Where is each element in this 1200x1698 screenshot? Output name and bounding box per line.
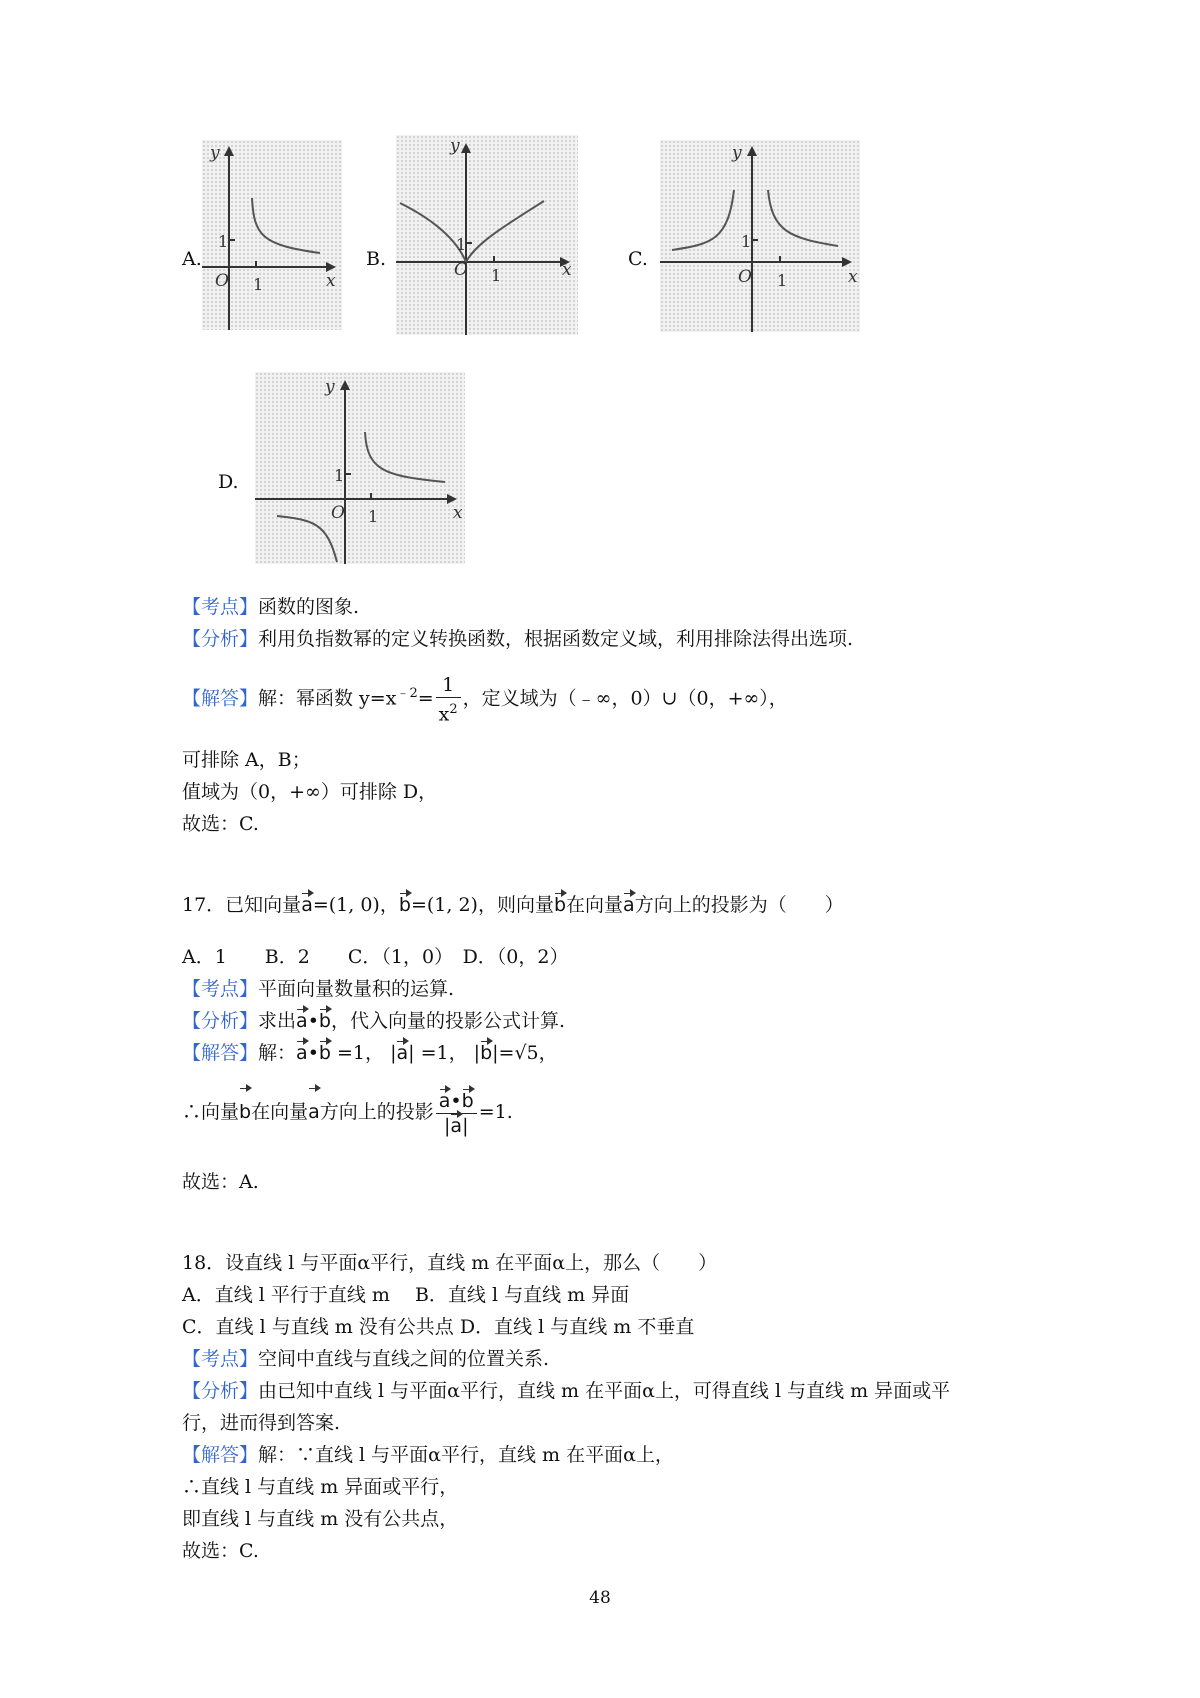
fenxi-text: 由已知中直线 l 与平面α平行，直线 m 在平面α上，可得直线 l 与直线 m 异面或平	[258, 1380, 951, 1402]
q18-stem: 18．设直线 l 与平面α平行，直线 m 在平面α上，那么（ ）	[182, 1252, 718, 1274]
graph-option-a	[202, 140, 342, 330]
fenxi-tag: 【分析】	[182, 1380, 259, 1402]
jieda-domain: ，定义域为（﹣∞，0）∪（0，+∞），	[462, 687, 788, 710]
graph-c-svg	[660, 140, 860, 332]
option-d-label: D.	[218, 471, 239, 493]
vector-a-value: =(1, 0)	[312, 894, 380, 916]
q16-kaodian	[182, 595, 359, 619]
q16-line4: 故选：C.	[182, 813, 259, 835]
abs-a-value: =1，	[414, 1042, 468, 1064]
q17-conclusion	[182, 1088, 513, 1138]
graph-d-y-label: y	[325, 377, 335, 397]
stem-post: 方向上的投影为（ ）	[634, 894, 844, 916]
fraction	[436, 673, 461, 726]
page-number: 48	[589, 1588, 611, 1608]
q17-stem	[182, 893, 844, 917]
fenxi-text: 求出	[258, 1010, 297, 1032]
vector-b: b	[480, 1042, 493, 1064]
graph-c-y-label: y	[732, 143, 742, 163]
q18-jieda	[182, 1443, 674, 1467]
graph-a-x-label: x	[326, 271, 336, 291]
graph-c-x-one: 1	[777, 271, 788, 290]
vector-b: b	[553, 894, 567, 916]
vector-a: a	[450, 1114, 463, 1137]
graph-a-origin-label: O	[215, 271, 229, 291]
vector-a: a	[396, 1042, 409, 1064]
stem-mid: ，则向量	[477, 894, 554, 916]
fenxi-tag: 【分析】	[182, 628, 259, 650]
vector-a: a	[296, 1010, 308, 1032]
stem-mid2: 在向量	[566, 894, 624, 916]
q18-choose: 故选：C.	[182, 1540, 259, 1562]
vector-a: a	[438, 1089, 451, 1112]
fenxi-text: 利用负指数幂的定义转换函数，根据函数定义域，利用排除法得出选项.	[258, 628, 854, 650]
jieda-text: 解：∵直线 l 与平面α平行，直线 m 在平面α上，	[258, 1444, 674, 1466]
jieda-tag: 【解答】	[182, 1042, 259, 1064]
graph-b-origin-label: O	[454, 260, 468, 280]
separator: ，	[379, 894, 399, 916]
option-c-label: C.	[628, 248, 648, 270]
q18-jieda-line3: 即直线 l 与直线 m 没有公共点，	[182, 1508, 459, 1530]
q18-options-ab: A．直线 l 平行于直线 m B．直线 l 与直线 m 异面	[182, 1284, 630, 1306]
vector-b: b	[461, 1089, 474, 1112]
q16-fenxi	[182, 627, 853, 651]
graph-b-x-one: 1	[491, 266, 502, 285]
graph-a-y-label: y	[210, 143, 220, 163]
exponent: ﹣2	[396, 686, 418, 701]
graph-b-svg	[396, 135, 578, 335]
graph-c-y-one: 1	[741, 232, 752, 251]
abs-b-value: =√5，	[498, 1042, 558, 1064]
option-a-label: A.	[182, 248, 202, 270]
kaodian-text: 函数的图象.	[258, 596, 360, 618]
graph-c-origin-label: O	[738, 267, 752, 287]
fraction-denominator	[436, 698, 461, 726]
projection-fraction	[436, 1089, 477, 1138]
q17-choose: 故选：A.	[182, 1171, 259, 1193]
q17-options: A．1 B．2 C．（1，0） D．（0，2）	[182, 946, 569, 968]
kaodian-text: 空间中直线与直线之间的位置关系.	[258, 1348, 550, 1370]
graph-d-y-one: 1	[334, 466, 345, 485]
kaodian-tag: 【考点】	[182, 596, 259, 618]
kaodian-tag: 【考点】	[182, 978, 259, 1000]
graph-c-x-label: x	[848, 267, 858, 287]
abs-a: |a|	[390, 1042, 415, 1064]
equals-sign: =	[417, 687, 434, 710]
q17-kaodian	[182, 977, 454, 1001]
stem-text: 17．已知向量	[182, 894, 302, 916]
q18-fenxi-cont: 行，进而得到答案.	[182, 1412, 341, 1434]
dot-product-value: =1，	[330, 1042, 385, 1064]
q16-line2: 可排除 A，B；	[182, 749, 311, 771]
jieda-tag: 【解答】	[182, 687, 259, 710]
graph-b-y-label: y	[450, 136, 460, 156]
dot-operator: •	[307, 1010, 319, 1032]
den-exponent: 2	[449, 701, 458, 717]
vector-a: a	[623, 894, 635, 916]
graph-b-y-one: 1	[456, 235, 467, 254]
jieda-tag: 【解答】	[182, 1444, 259, 1466]
graph-d-origin-label: O	[331, 503, 345, 523]
vector-a: a	[296, 1042, 308, 1064]
q18-options-cd: C．直线 l 与直线 m 没有公共点 D．直线 l 与直线 m 不垂直	[182, 1316, 695, 1338]
graph-option-d	[255, 372, 465, 564]
vector-a: a	[308, 1088, 320, 1136]
graph-d-x-one: 1	[368, 507, 379, 526]
vector-a: a	[301, 894, 313, 916]
conclusion-text: ∴向量	[182, 1101, 240, 1123]
graph-a-y-one: 1	[218, 232, 229, 251]
projection-denominator: |a|	[444, 1114, 469, 1137]
graph-a-x-one: 1	[253, 275, 264, 294]
q16-line3: 值域为（0，+∞）可排除 D，	[182, 781, 438, 803]
graph-d-svg	[255, 372, 465, 564]
option-b-label: B.	[366, 248, 387, 270]
graph-option-b	[396, 135, 578, 335]
vector-b: b	[239, 1088, 251, 1136]
graph-d-x-label: x	[453, 503, 463, 523]
q18-fenxi	[182, 1379, 950, 1403]
fenxi-post: ，代入向量的投影公式计算.	[330, 1010, 566, 1032]
jieda-text: 解：	[258, 1042, 297, 1064]
dot-operator: •	[450, 1089, 462, 1112]
q18-kaodian	[182, 1347, 549, 1371]
graph-a-svg	[202, 140, 342, 330]
conclusion-mid: 在向量	[251, 1101, 309, 1123]
q17-jieda	[182, 1041, 558, 1065]
vector-b: b	[398, 894, 411, 916]
q17-fenxi	[182, 1009, 565, 1033]
vector-b: b	[318, 1042, 331, 1064]
vector-b: b	[318, 1010, 331, 1032]
dot-operator: •	[307, 1042, 319, 1064]
conclusion-mid2: 方向上的投影	[319, 1101, 434, 1123]
fraction-numerator: 1	[436, 673, 461, 698]
q16-jieda	[182, 670, 788, 726]
kaodian-text: 平面向量数量积的运算.	[258, 978, 455, 1000]
q18-jieda-line2: ∴直线 l 与直线 m 异面或平行，	[182, 1476, 459, 1498]
kaodian-tag: 【考点】	[182, 1348, 259, 1370]
abs-b: |b|	[473, 1042, 499, 1064]
fenxi-tag: 【分析】	[182, 1010, 259, 1032]
jieda-text: 解：幂函数 y=x	[258, 687, 397, 710]
graph-b-x-label: x	[562, 260, 572, 280]
conclusion-post: =1.	[478, 1101, 513, 1123]
vector-b-value: =(1, 2)	[410, 894, 478, 916]
den-base: x	[438, 702, 450, 725]
graph-option-c	[660, 140, 860, 332]
